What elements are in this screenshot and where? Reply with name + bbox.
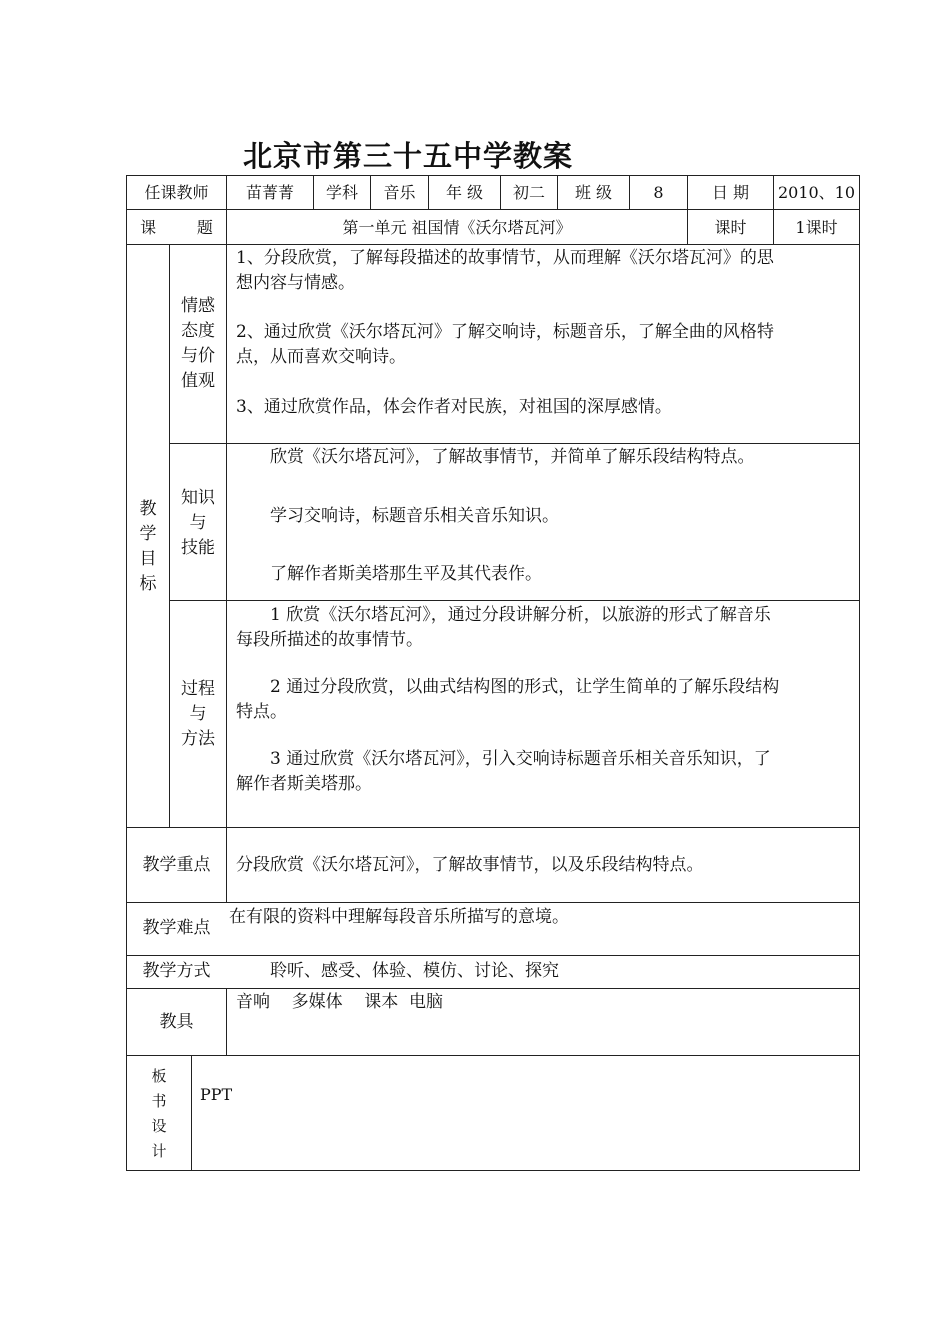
subject-label: 学科: [325, 183, 358, 202]
difficulties-value: 在有限的资料中理解每段音乐所描写的意境。: [229, 907, 569, 927]
process-item-3-line-2: 解作者斯美塔那。: [236, 774, 372, 794]
methods-value: 聆听、感受、体验、模仿、讨论、探究: [270, 961, 559, 981]
process-item-3-line-1: 3 通过欣赏《沃尔塔瓦河》，引入交响诗标题音乐相关音乐知识，了: [270, 749, 771, 769]
hours-label: 课时: [714, 218, 747, 237]
knowledge-item-2: 学习交响诗，标题音乐相关音乐知识。: [270, 506, 559, 526]
emotion-item-3: 3、通过欣赏作品，体会作者对民族，对祖国的深厚感情。: [236, 397, 672, 417]
emotion-label: 情感 态度 与价 值观: [181, 296, 215, 391]
emotion-item-1-line-2: 想内容与情感。: [236, 273, 355, 293]
knowledge-label: 知识 与 技能: [181, 488, 215, 558]
document-title: 北京市第三十五中学教案: [243, 139, 574, 173]
class-value: 8: [653, 183, 664, 202]
tools-label: 教具: [159, 1012, 194, 1032]
date-label: 日 期: [711, 183, 750, 202]
hours-value: 1课时: [795, 218, 838, 237]
class-label: 班 级: [574, 183, 613, 202]
teacher-value: 苗菁菁: [245, 183, 294, 202]
tools-value: 音响 多媒体 课本 电脑: [236, 992, 444, 1012]
knowledge-item-1: 欣赏《沃尔塔瓦河》，了解故事情节，并简单了解乐段结构特点。: [270, 447, 755, 467]
knowledge-item-3: 了解作者斯美塔那生平及其代表作。: [270, 564, 542, 584]
process-item-2-line-1: 2 通过分段欣赏，以曲式结构图的形式，让学生简单的了解乐段结构: [270, 677, 780, 697]
process-item-1-line-2: 每段所描述的故事情节。: [236, 630, 423, 650]
topic-value: 第一单元 祖国情《沃尔塔瓦河》: [342, 218, 572, 237]
subject-value: 音乐: [383, 183, 416, 202]
emotion-item-1-line-1: 1、分段欣赏，了解每段描述的故事情节，从而理解《沃尔塔瓦河》的思: [236, 248, 774, 268]
topic-label: 课 题: [140, 218, 213, 237]
difficulties-label: 教学难点: [142, 918, 211, 938]
key-points-value: 分段欣赏《沃尔塔瓦河》，了解故事情节，以及乐段结构特点。: [236, 855, 704, 875]
board-label: 板 书 设 计: [151, 1067, 167, 1160]
methods-label: 教学方式: [142, 961, 211, 981]
key-points-label: 教学重点: [142, 855, 211, 875]
teacher-label: 任课教师: [144, 183, 209, 202]
board-value: PPT: [200, 1085, 233, 1104]
objectives-label: 教 学 目 标: [139, 499, 157, 594]
grade-value: 初二: [512, 183, 545, 202]
grade-label: 年 级: [445, 183, 484, 202]
date-value: 2010、10: [777, 183, 856, 202]
emotion-item-2-line-2: 点，从而喜欢交响诗。: [236, 347, 406, 367]
emotion-item-2-line-1: 2、通过欣赏《沃尔塔瓦河》了解交响诗，标题音乐，了解全曲的风格特: [236, 322, 774, 342]
process-item-2-line-2: 特点。: [236, 702, 287, 722]
process-item-1-line-1: 1 欣赏《沃尔塔瓦河》，通过分段讲解分析，以旅游的形式了解音乐: [270, 605, 771, 625]
process-label: 过程 与 方法: [181, 679, 215, 749]
